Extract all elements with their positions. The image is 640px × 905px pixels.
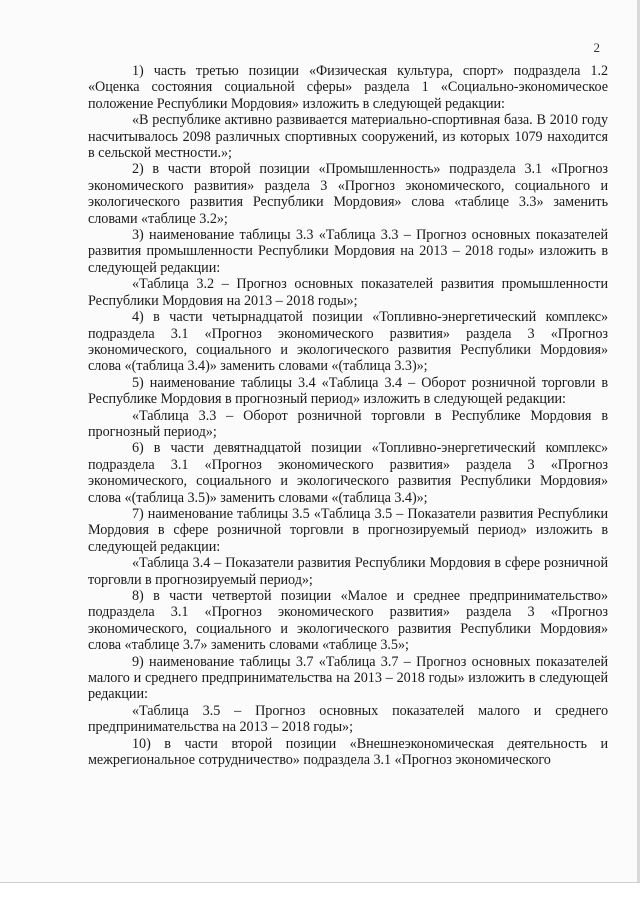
- paragraph-15: 10) в части второй позиции «Внешнеэкономическая деятельность и межрегиональное сотрудничество» подраздела 3.1 «Прогноз экономического: [88, 735, 608, 769]
- paragraph-1: 1) часть третью позиции «Физическая культура, спорт» подраздела 1.2 «Оценка состояния социальной сферы» раздела 1 «Социально-экономическое положение Республики Мордовия» изложить в следующей редакции:: [88, 63, 608, 112]
- paragraph-2: «В республике активно развивается материально-спортивная база. В 2010 году насчитывалось 2098 различных спортивных сооружений, из которых 1079 находится в сельской местности.»;: [88, 112, 608, 162]
- paragraph-10: 7) наименование таблицы 3.5 «Таблица 3.5 – Показатели развития Республики Мордовия в сфере розничной торговли в прогнозируемый период» изложить в следующей редакции:: [88, 505, 608, 555]
- paragraph-12: 8) в части четвертой позиции «Малое и среднее предпринимательство» подраздела 3.1 «Прогноз экономического развития» раздела 3 «Прогноз экономического, социального и экологического развития Республики Мордовия» слова «таблице 3.7» заменить словами «таблице 3.5»;: [88, 588, 608, 654]
- paragraph-9: 6) в части девятнадцатой позиции «Топливно-энергетический комплекс» подраздела 3.1 «Прогноз экономического развития» раздела 3 «Прогноз экономического, социального и экологического развития Республики Мордовия» слова «(таблица 3.5)» заменить словами «(таблица 3.4)»;: [88, 440, 608, 506]
- paragraph-7: 5) наименование таблицы 3.4 «Таблица 3.4 – Оборот розничной торговли в Республике Мордовия в прогнозный период» изложить в следующей редакции:: [88, 374, 608, 408]
- paragraph-13: 9) наименование таблицы 3.7 «Таблица 3.7 – Прогноз основных показателей малого и среднего предпринимательства на 2013 – 2018 годы» изложить в следующей редакции:: [88, 653, 608, 703]
- paragraph-8: «Таблица 3.3 – Оборот розничной торговли в Республике Мордовия в прогнозный период»;: [88, 407, 608, 440]
- paragraph-3: 2) в части второй позиции «Промышленность» подраздела 3.1 «Прогноз экономического развития» раздела 3 «Прогноз экономического, социального и экологического развития Республики Мордовия» слова «таблице 3.3» заменить словами «таблице 3.2»;: [88, 161, 608, 227]
- paragraph-14: «Таблица 3.5 – Прогноз основных показателей малого и среднего предпринимательства на 2013 – 2018 годы»;: [88, 702, 608, 736]
- paragraph-6: 4) в части четырнадцатой позиции «Топливно-энергетический комплекс» подраздела 3.1 «Прогноз экономического развития» раздела 3 «Прогноз экономического, социального и экологического развития Республики Мордовия» слова «(таблица 3.4)» заменить словами «(таблица 3.3)»;: [88, 309, 608, 375]
- paragraph-11: «Таблица 3.4 – Показатели развития Республики Мордовия в сфере розничной торговли в прогнозируемый период»;: [88, 555, 608, 588]
- paragraph-4: 3) наименование таблицы 3.3 «Таблица 3.3 – Прогноз основных показателей развития промышленности Республики Мордовия на 2013 – 2018 годы» изложить в следующей редакции:: [88, 227, 608, 276]
- paragraph-5: «Таблица 3.2 – Прогноз основных показателей развития промышленности Республики Мордовия на 2013 – 2018 годы»;: [88, 276, 608, 309]
- document-body: [88, 63, 608, 768]
- page-number: 2: [593, 40, 600, 55]
- page-bottom-edge: [0, 882, 640, 905]
